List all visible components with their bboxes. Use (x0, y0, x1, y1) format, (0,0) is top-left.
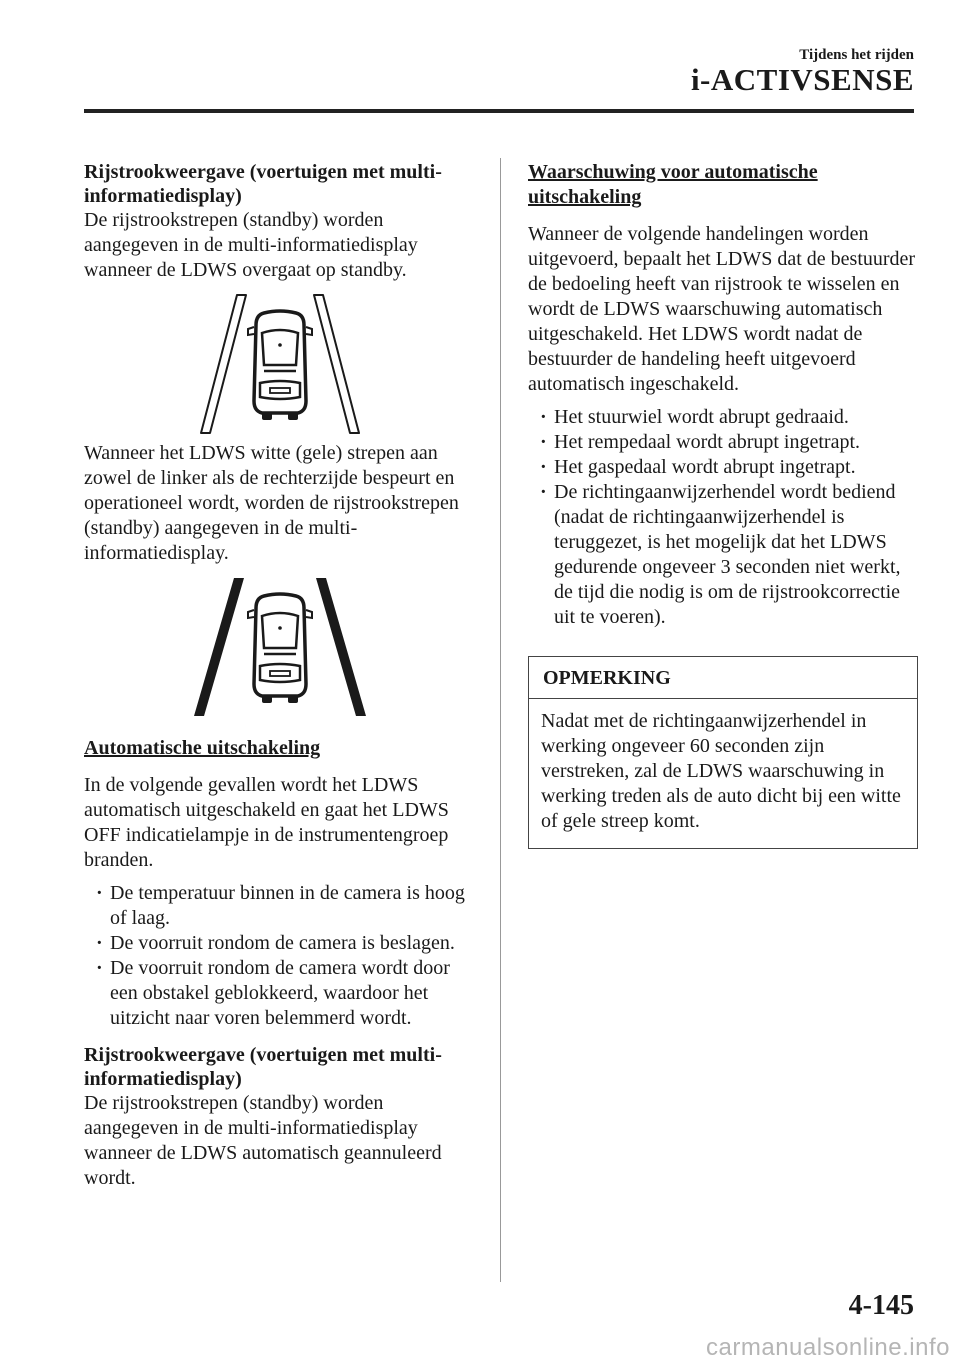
lane-display-text-standby: De rijstrookstrepen (standby) worden aangegeven in de multi-informatiedisplay wanneer de LDWS overgaat op standby. (84, 209, 418, 281)
car-icon (248, 594, 312, 703)
lane-detected-text: Wanneer het LDWS witte (gele) strepen aan zowel de linker als de rechterzijde bespeurt en operationeel wordt, worden de rijstrookstrepen (standby) aangegeven in de multi-informatiedisplay. (84, 442, 459, 564)
lane-display-heading-cancelled: Rijstrookweergave (voertuigen met multi-informatiedisplay) (84, 1044, 442, 1090)
list-item: · De temperatuur binnen in de camera is hoog of laag. (96, 881, 476, 931)
page-number: 4-145 (848, 1290, 914, 1321)
warning-auto-off-text: Wanneer de volgende handelingen worden uitgevoerd, bepaalt het LDWS dat de bestuurder de bedoeling heeft van rijstrook te wisselen en wordt de LDWS waarschuwing automatisch uitgeschakeld. Het LDWS wordt nadat de bestuurder de handeling heeft uitgevoerd automatisch ingeschakeld. (528, 223, 916, 395)
note-box (528, 656, 918, 849)
car-icon (248, 311, 312, 420)
auto-off-heading: Automatische uitschakeling (84, 737, 321, 759)
list-item: · De voorruit rondom de camera wordt door een obstakel geblokkeerd, waardoor het uitzicht naar voren belemmerd wordt. (96, 956, 476, 1031)
watermark: carmanualsonline.info (706, 1334, 950, 1361)
lane-display-heading-standby: Rijstrookweergave (voertuigen met multi-informatiedisplay) (84, 161, 442, 207)
auto-off-list (84, 881, 476, 1031)
left-column (84, 160, 476, 1191)
lane-display-text-cancelled: De rijstrookstrepen (standby) worden aangegeven in de multi-informatiedisplay wanneer de LDWS automatisch geannuleerd wordt. (84, 1092, 442, 1189)
warning-auto-off-list (528, 405, 918, 630)
list-item: · Het rempedaal wordt abrupt ingetrapt. (540, 430, 918, 455)
list-item: · De voorruit rondom de camera is beslagen. (96, 931, 476, 956)
header-rule (84, 109, 914, 113)
list-item: · De richtingaanwijzerhendel wordt bediend (nadat de richtingaanwijzerhendel is teruggezet, is het mogelijk dat het LDWS gedurende ongeveer 3 seconden niet werkt, de tijd die nodig is om de rijstrookcorrectie uit te voeren). (540, 480, 918, 630)
list-item: · Het gaspedaal wordt abrupt ingetrapt. (540, 455, 918, 480)
list-item: · Het stuurwiel wordt abrupt gedraaid. (540, 405, 918, 430)
auto-off-text: In de volgende gevallen wordt het LDWS automatisch uitgeschakeld en gaat het LDWS OFF indicatielampje in de instrumentengroep branden. (84, 774, 449, 871)
section-label: Tijdens het rijden (799, 47, 914, 63)
lane-active-figure (190, 576, 370, 718)
lane-standby-figure (200, 293, 360, 435)
warning-auto-off-heading: Waarschuwing voor automatische uitschakeling (528, 161, 818, 208)
chapter-title: i-ACTIVSENSE (690, 62, 914, 97)
column-divider (500, 158, 501, 1282)
right-column (528, 160, 918, 849)
note-title: OPMERKING (529, 657, 917, 699)
note-text: Nadat met de richtingaanwijzerhendel in werking ongeveer 60 seconden zijn verstreken, zal de LDWS waarschuwing in werking treden als de auto dicht bij een witte of gele streep komt. (541, 710, 901, 832)
